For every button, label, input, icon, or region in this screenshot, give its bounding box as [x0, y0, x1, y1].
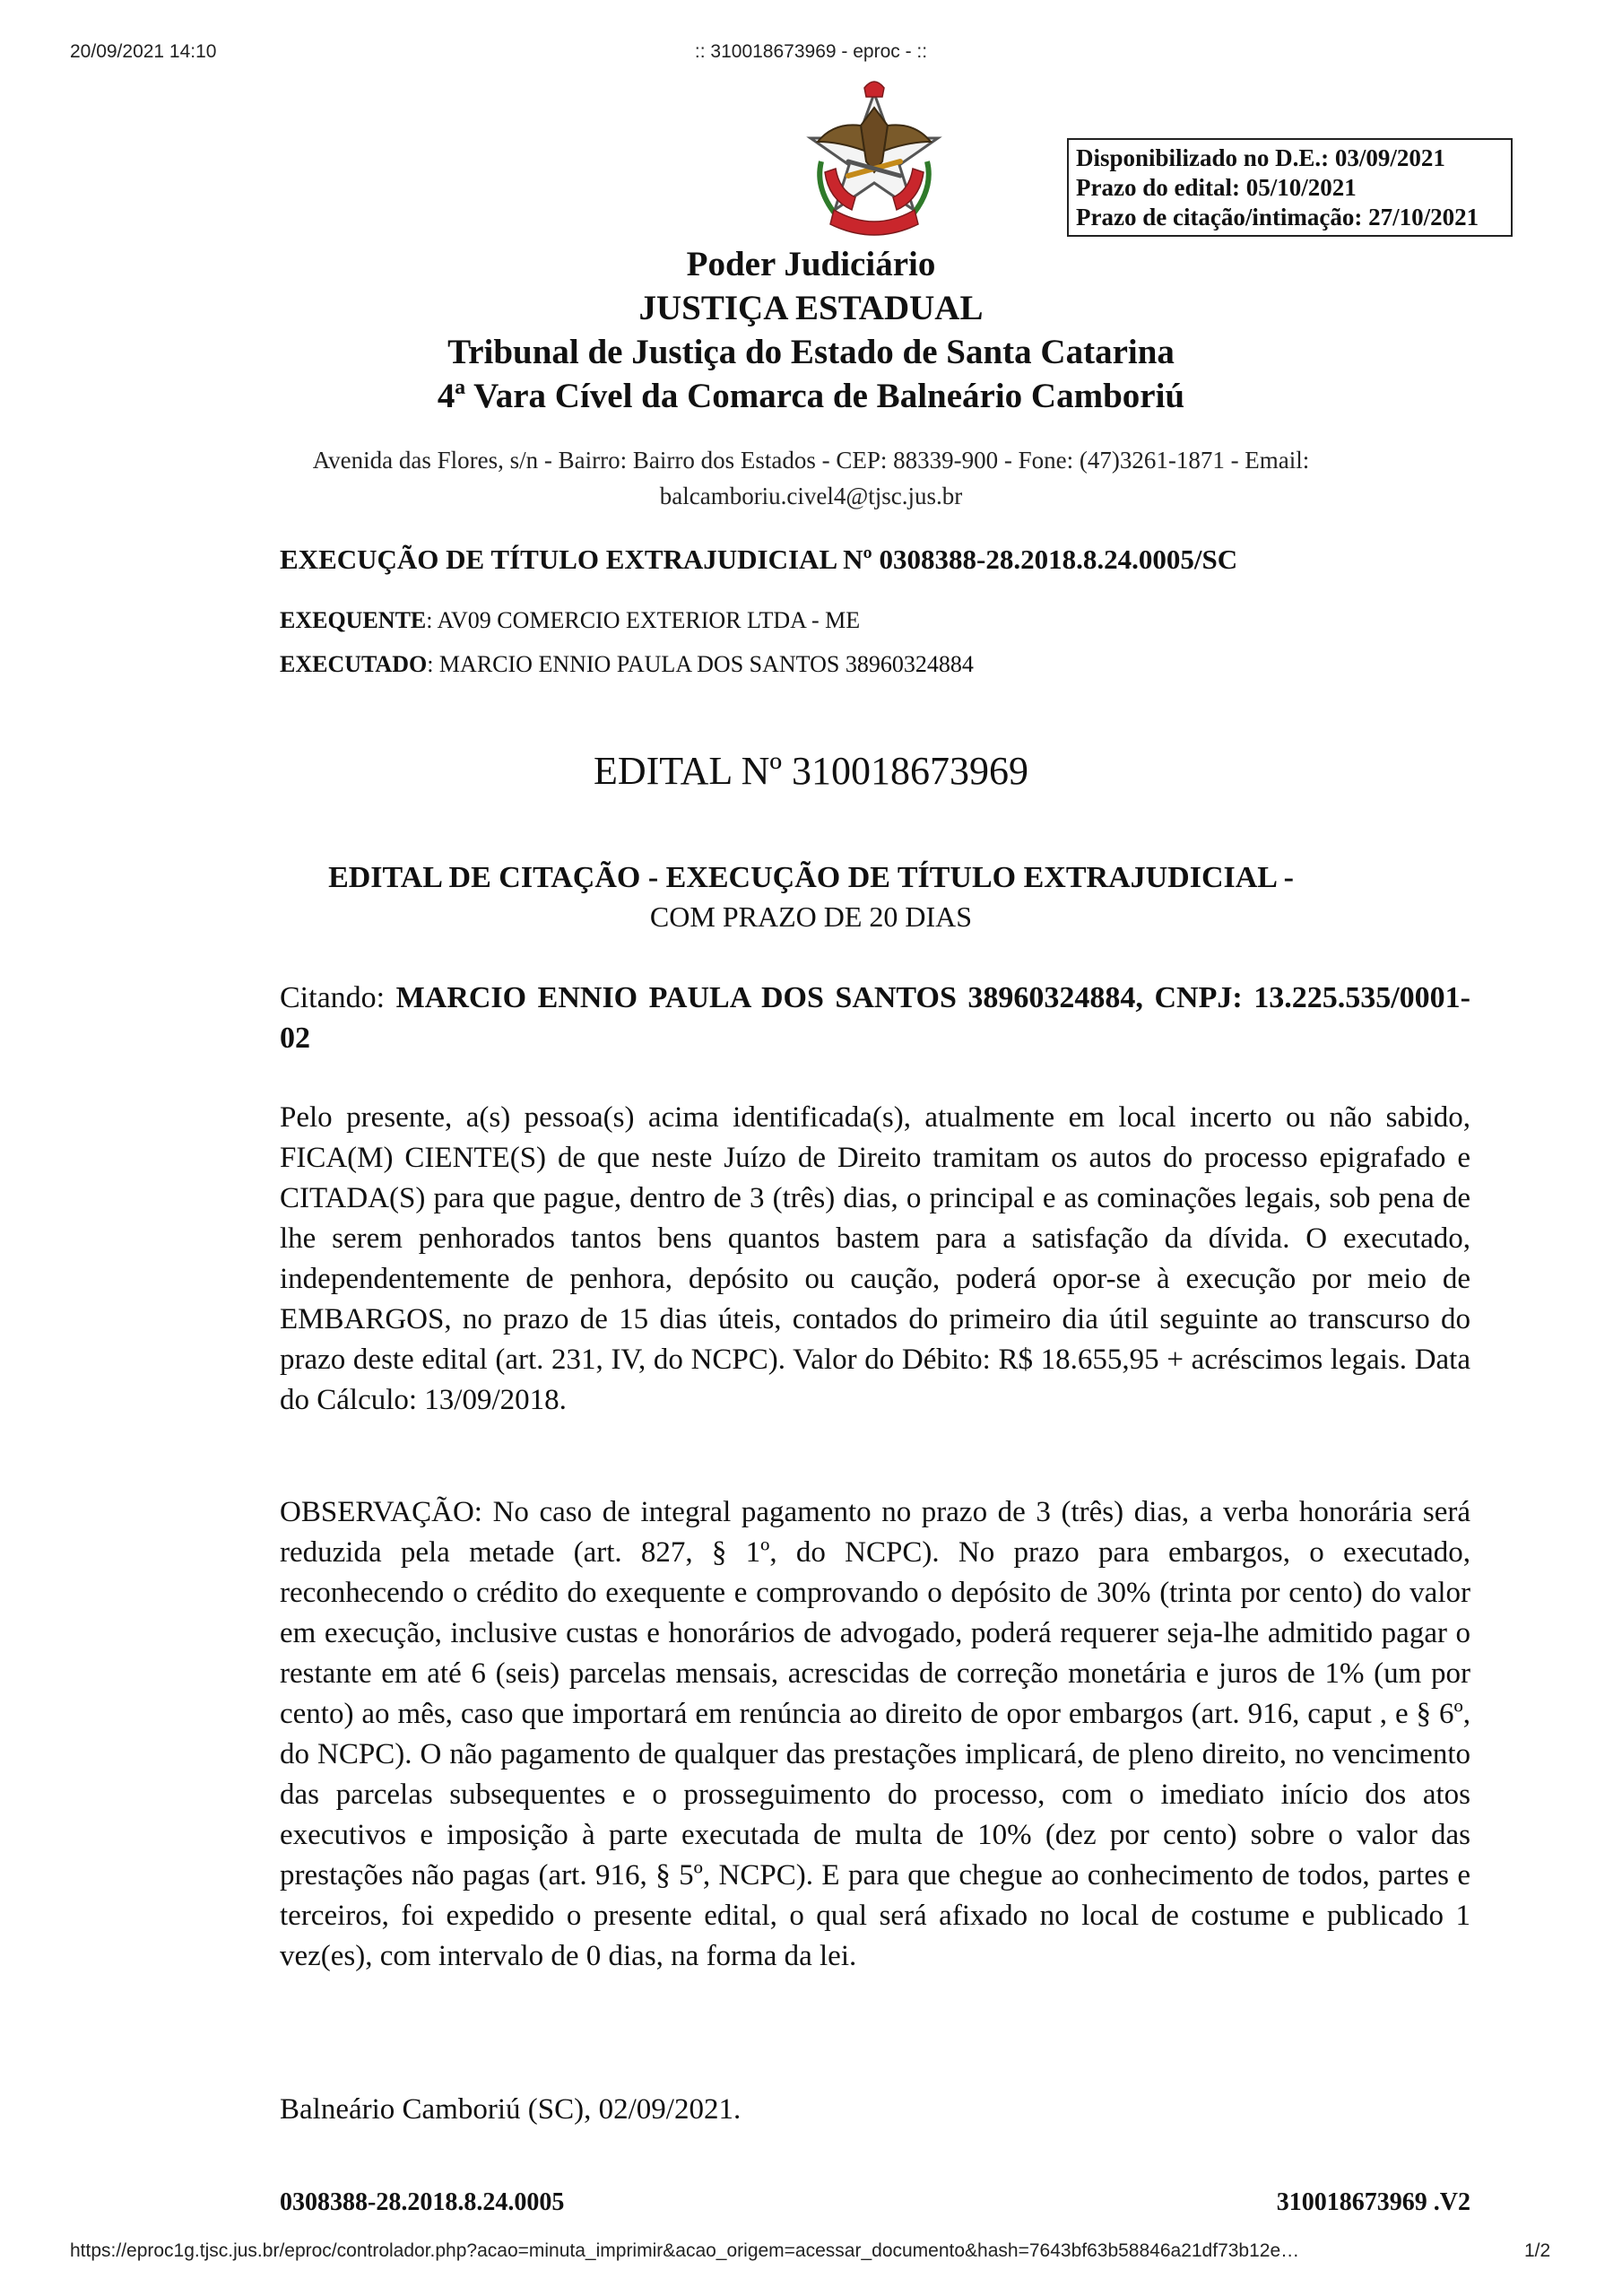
executado-label: EXECUTADO [280, 651, 428, 677]
executado-value: : MARCIO ENNIO PAULA DOS SANTOS 38960324884 [427, 651, 974, 677]
citation-deadline: Prazo de citação/intimação: 27/10/2021 [1076, 204, 1479, 230]
address-line-2: balcamboriu.civel4@tjsc.jus.br [659, 483, 963, 509]
edital-number: EDITAL Nº 310018673969 [593, 749, 1029, 793]
court-header [0, 242, 1622, 418]
place-date: Balneário Camboriú (SC), 02/09/2021. [280, 2093, 742, 2126]
exequente-value: : AV09 COMERCIO EXTERIOR LTDA - ME [426, 607, 861, 633]
print-datetime: 20/09/2021 14:10 [70, 41, 217, 62]
citando-value: MARCIO ENNIO PAULA DOS SANTOS 38960324884, CNPJ: 13.225.535/0001-02 [280, 981, 1470, 1055]
exequente-line [280, 607, 1470, 634]
publication-dates-box [1067, 138, 1513, 237]
print-url[interactable]: https://eproc1g.tjsc.jus.br/eproc/controlador.php?acao=minuta_imprimir&acao_origem=acessar_documento&hash=7643bf63b58846a21df73b12e… [70, 2240, 1300, 2261]
edital-deadline-text: COM PRAZO DE 20 DIAS [649, 900, 973, 933]
citando-label: Citando: [280, 981, 396, 1014]
address-line-1: Avenida das Flores, s/n - Bairro: Bairro dos Estados - CEP: 88339-900 - Fone: (47)3261-1871 - Email: [312, 447, 1310, 474]
edital-deadline: Prazo do edital: 05/10/2021 [1076, 174, 1357, 201]
judiciary-name: Poder Judiciário [686, 245, 936, 283]
paragraph-observation: OBSERVAÇÃO: No caso de integral pagamento no prazo de 3 (três) dias, a verba honorária será reduzida pela metade (art. 827, § 1º, do NCPC). No prazo para embargos, o executado, reconhecendo o crédito do exequente e comprovando o depósito de 30% (trinta por cento) do valor em execução, inclusive custas e honorários de advogado, poderá requerer seja-lhe admitido pagar o restante em até 6 (seis) parcelas mensais, acrescidas de correção monetária e juros de 1% (um por cento) ao mês, caso que importará em renúncia ao direito de opor embargos (art. 916, caput , e § 6º, do NCPC). O não pagamento de qualquer das prestações implicará, de pleno direito, no vencimento das parcelas subsequentes e o prosseguimento do processo, com o imediato início dos atos executivos e imposição à parte executada de multa de 10% (dez por cento) sobre o valor das prestações não pagas (art. 916, § 5º, NCPC). E para que chegue ao conhecimento de todos, partes e terceiros, foi expedido o presente edital, o qual será afixado no local de costume e publicado 1 vez(es), com intervalo de 0 dias, na forma da lei. [280, 1496, 1470, 1972]
process-title: EXECUÇÃO DE TÍTULO EXTRAJUDICIAL Nº 0308388-28.2018.8.24.0005/SC [280, 544, 1238, 575]
executado-line [280, 651, 1470, 678]
justice-name: JUSTIÇA ESTADUAL [638, 289, 984, 327]
court-address [0, 442, 1622, 514]
print-page-title: :: 310018673969 - eproc - :: [694, 41, 928, 62]
footer-doc-version: 310018673969 .V2 [1276, 2188, 1470, 2216]
edital-subtitle: EDITAL DE CITAÇÃO - EXECUÇÃO DE TÍTULO EXTRAJUDICIAL - [328, 861, 1294, 894]
citando-block [280, 978, 1470, 1058]
footer-process-number: 0308388-28.2018.8.24.0005 [280, 2188, 565, 2216]
print-page-count: 1/2 [1524, 2240, 1551, 2261]
state-coat-of-arms-icon [789, 75, 959, 246]
paragraph-summons: Pelo presente, a(s) pessoa(s) acima identificada(s), atualmente em local incerto ou não sabido, FICA(M) CIENTE(S) de que neste Juízo de Direito tramitam os autos do processo epigrafado e CITADA(S) para que pague, dentro de 3 (três) dias, o principal e as cominações legais, sob pena de lhe serem penhorados tantos bens quantos bastem para a satisfação da dívida. O executado, independentemente de penhora, depósito ou caução, poderá opor-se à execução por meio de EMBARGOS, no prazo de 15 dias úteis, contados do primeiro dia útil seguinte ao transcurso do prazo deste edital (art. 231, IV, do NCPC). Valor do Débito: R$ 18.655,95 + acréscimos legais. Data do Cálculo: 13/09/2018. [280, 1101, 1470, 1416]
court-name: 4ª Vara Cível da Comarca de Balneário Camboriú [437, 377, 1185, 415]
exequente-label: EXEQUENTE [280, 607, 427, 633]
tribunal-name: Tribunal de Justiça do Estado de Santa Catarina [447, 333, 1175, 371]
de-available-date: Disponibilizado no D.E.: 03/09/2021 [1076, 144, 1445, 171]
